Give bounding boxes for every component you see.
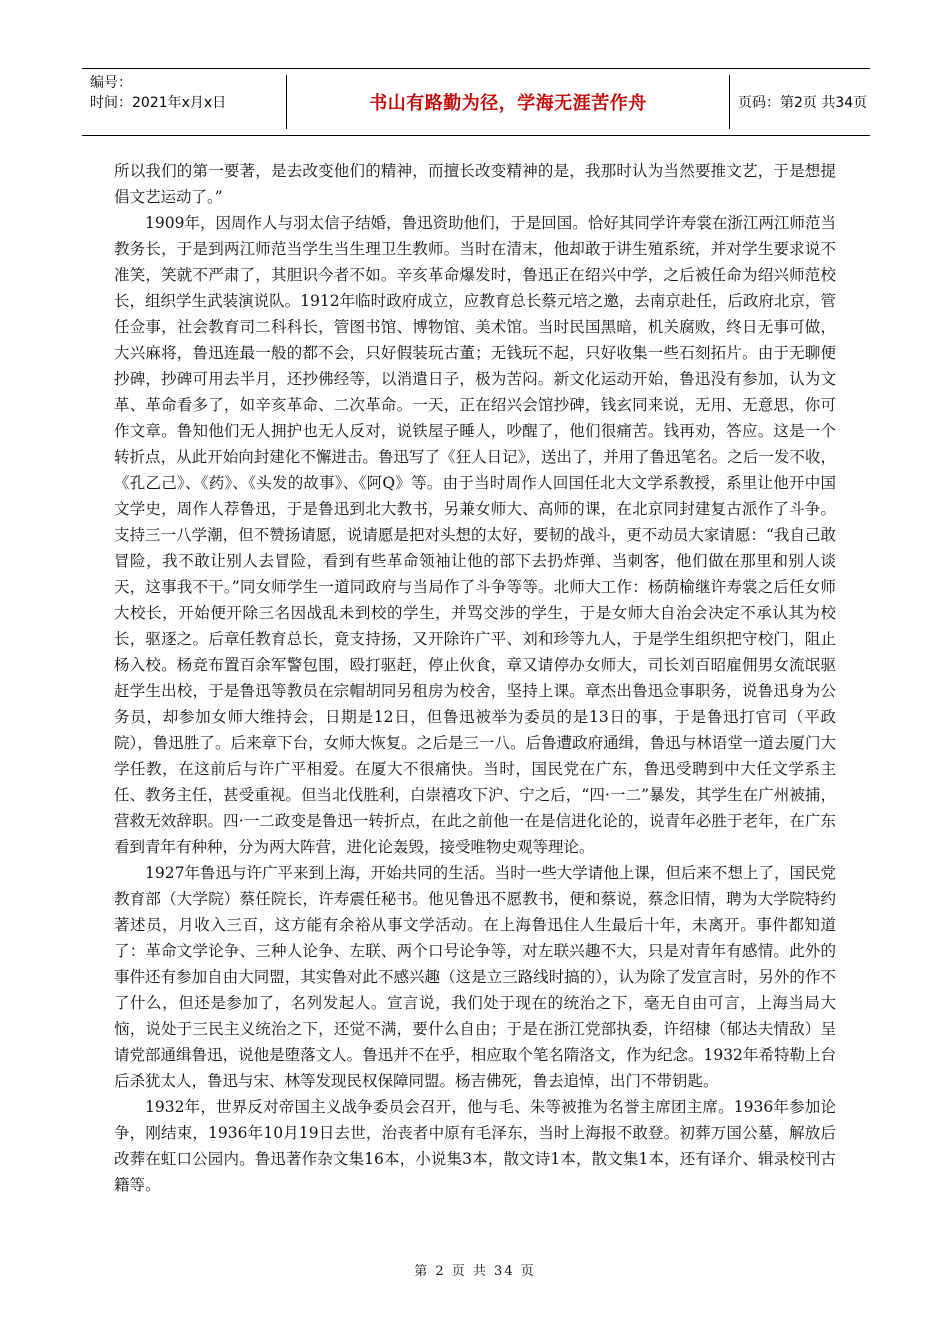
header-page-info: 页码：第2页 共34页 (738, 95, 868, 111)
header-meta (90, 73, 286, 113)
paragraph: 1909年，因周作人与羽太信子结婚，鲁迅资助他们，于是回国。恰好其同学许寿裳在浙江两江师范当教务长，于是到两江师范当学生当生理卫生教师。当时在清末，他却敢于讲生殖系统，并对学生要求说不准笑，笑就不严肃了，其胆识今者不如。辛亥革命爆发时，鲁迅正在绍兴中学，之后被任命为绍兴师范校长，组织学生武装演说队。1912年临时政府成立，应教育总长蔡元培之邀，去南京赴任，后政府北京，管任佥事，社会教育司二科科长，管图书馆、博物馆、美术馆。当时民国黑暗，机关腐败，终日无事可做，大兴麻将，鲁迅连最一般的都不会，只好假装玩古董；无钱玩不起，只好收集一些石刻拓片。由于无聊便抄碑，抄碑可用去半月，还抄佛经等，以消遣日子，极为苦闷。新文化运动开始，鲁迅没有参加，认为文革、革命看多了，如辛亥革命、二次革命。一天，正在绍兴会馆抄碑，钱玄同来说，无用、无意思，你可作文章。鲁知他们无人拥护也无人反对，说铁屋子睡人，吵醒了，他们很痛苦。钱再劝，答应。这是一个转折点，从此开始向封建化不懈进击。鲁迅写了《狂人日记》，送出了，并用了鲁迅笔名。之后一发不收，《孔乙己》、《药》、《头发的故事》、《阿Q》等。由于当时周作人回国任北大文学系教授，系里让他开中国文学史，周作人荐鲁迅，于是鲁迅到北大教书，另兼女师大、高师的课，在北京同封建复古派作了斗争。支持三一八学潮，但不赞扬请愿，说请愿是把对头想的太好，要韧的战斗，更不动员大家请愿：“我自己敢冒险，我不敢让别人去冒险，看到有些革命领袖让他的部下去扔炸弹、当刺客，他们做在那里和别人谈天，这事我不干。”同女师学生一道同政府与当局作了斗争等等。北师大工作：杨荫榆继许寿裳之后任女师大校长，开始便开除三名因战乱未到校的学生，并骂交涉的学生，于是女师大自治会决定不承认其为校长，驱逐之。后章任教育总长，竟支持扬，又开除许广平、刘和珍等九人，于是学生组织把守校门，阻止杨入校。杨竞布置百余军警包围，殴打驱赶，停止伙食，章又请停办女师大，司长刘百昭雇佣男女流氓驱赶学生出校，于是鲁迅等教员在宗帽胡同另租房为校舍，坚持上课。章杰出鲁迅佥事职务，说鲁迅身为公务员，却参加女师大维持会，日期是12日，但鲁迅被举为委员的是13日的事，于是鲁迅打官司（平政院），鲁迅胜了。后来章下台，女师大恢复。之后是三一八。后鲁遭政府通缉，鲁迅与林语堂一道去厦门大学任教，在这前后与许广平相爱。在厦大不很痛快。当时，国民党在广东，鲁迅受聘到中大任文学系主任、教务主任，甚受重视。但当北伐胜利，白崇禧攻下沪、宁之后，“四·一二”暴发，其学生在广州被捕，营救无效辞职。四·一二政变是鲁迅一转折点，在此之前他一在是信进化论的，说青年必胜于老年，在广东看到青年有种种，分为两大阵营，进化论轰毁，接受唯物史观等理论。 (114, 214, 836, 856)
paragraph: 1932年，世界反对帝国主义战争委员会召开，他与毛、朱等被推为名誉主席团主席。1936年参加论争，刚结束，1936年10月19日去世，治丧者中原有毛泽东，当时上海报不敢登。初葬万国公墓，解放后改葬在虹口公园内。鲁迅著作杂文集16本，小说集3本，散文诗1本，散文集1本，还有译介、辑录校刊古籍等。 (114, 1098, 836, 1194)
document-number-label: 编号： (90, 75, 132, 91)
page-footer: 第 2 页 共 34 页 (414, 1264, 536, 1279)
header-motto: 书山有路勤为径，学海无涯苦作舟 (286, 75, 730, 129)
paragraph-continuation: 所以我们的第一要著，是去改变他们的精神，而擅长改变精神的是，我那时认为当然要推文艺，于是想提倡文艺运动了。” (114, 162, 836, 206)
document-body (114, 158, 836, 1198)
paragraph: 1927年鲁迅与许广平来到上海，开始共同的生活。当时一些大学请他上课，但后来不想上了，国民党教育部（大学院）蔡任院长，许寿震任秘书。他见鲁迅不愿教书，便和蔡说，蔡念旧情，聘为大学院特约著述员，月收入三百，这方能有余裕从事文学活动。在上海鲁迅住人生最后十年，未离开。事件都知道了：革命文学论争、三种人论争、左联、两个口号论争等，对左联兴趣不大，只是对青年有感情。此外的事件还有参加自由大同盟，其实鲁对此不感兴趣（这是立三路线时搞的），认为除了发宣言时，另外的作不了什么，但还是参加了，名列发起人。宣言说，我们处于现在的统治之下，毫无自由可言，上海当局大恼，说处于三民主义统治之下，还觉不满，要什么自由；于是在浙江党部执委，许绍棣（郁达夫情敌）呈请党部通缉鲁迅，说他是堕落文人。鲁迅并不在乎，相应取个笔名隋洛文，作为纪念。1932年希特勒上台后杀犹太人，鲁迅与宋、林等发现民权保障同盟。杨吉佛死，鲁去追悼，出门不带钥匙。 (114, 864, 836, 1090)
document-date: 时间：2021年x月x日 (90, 95, 227, 111)
page-header (82, 68, 870, 136)
